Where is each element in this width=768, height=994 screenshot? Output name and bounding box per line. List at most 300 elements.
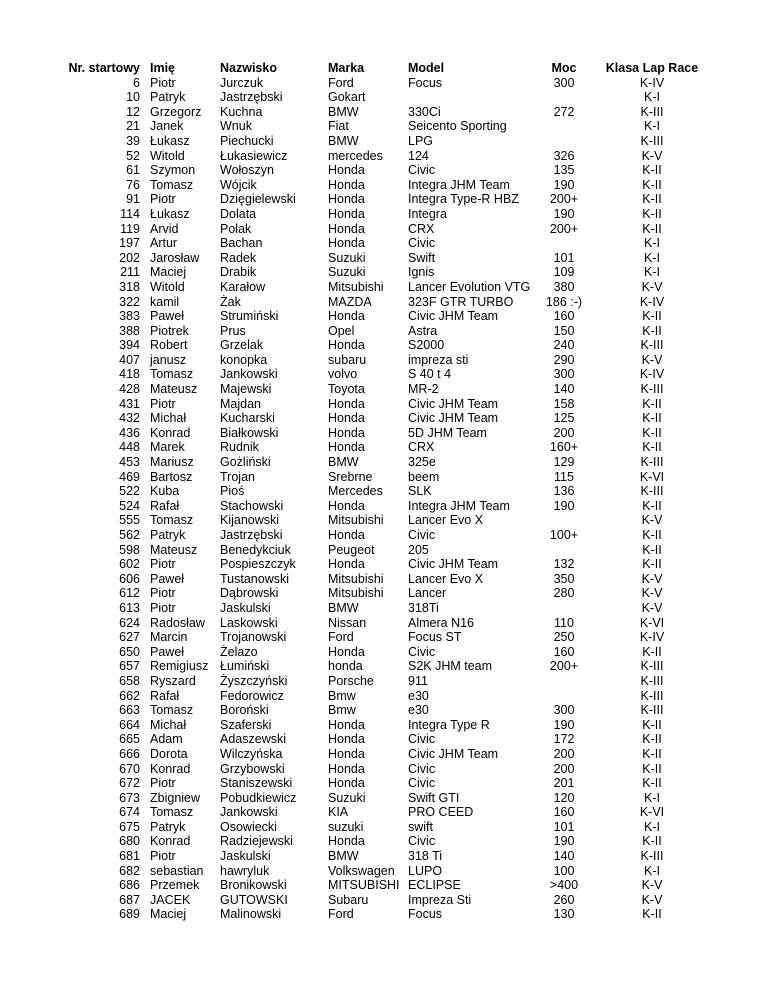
table-row — [52, 484, 712, 499]
cell-model: Astra — [408, 323, 438, 338]
cell-moc: 100 — [553, 863, 575, 878]
cell-moc: 160 — [553, 644, 575, 659]
cell-model: Civic — [408, 236, 436, 251]
cell-imie: Marcin — [150, 630, 188, 645]
table-row — [52, 849, 712, 864]
cell-imie: Maciej — [150, 907, 187, 922]
cell-nazwisko: Jaskulski — [220, 849, 271, 864]
cell-nazwisko: Żak — [220, 294, 241, 309]
cell-model: Focus — [408, 907, 443, 922]
cell-nr: 428 — [119, 382, 140, 397]
cell-klasa: K-I — [644, 119, 660, 134]
cell-imie: Piotrek — [150, 323, 189, 338]
cell-moc: 158 — [553, 396, 575, 411]
table-row — [52, 76, 712, 91]
cell-nr: 555 — [119, 513, 140, 528]
cell-imie: Witold — [150, 148, 185, 163]
cell-imie: Piotr — [150, 849, 176, 864]
cell-marka: suzuki — [328, 819, 364, 834]
cell-klasa: K-II — [642, 834, 662, 849]
cell-klasa: K-III — [640, 133, 664, 148]
cell-model: Almera N16 — [408, 615, 474, 630]
cell-marka: BMW — [328, 455, 359, 470]
cell-nr: 453 — [119, 455, 140, 470]
cell-klasa: K-III — [640, 338, 664, 353]
table-row — [52, 630, 712, 645]
cell-moc: 290 — [553, 352, 575, 367]
cell-moc — [536, 674, 592, 689]
cell-imie: Zbigniew — [150, 790, 201, 805]
cell-moc: 240 — [553, 338, 575, 353]
cell-klasa: K-VI — [639, 615, 665, 630]
cell-model: S 40 t 4 — [408, 367, 452, 382]
cell-moc: 380 — [553, 279, 575, 294]
cell-marka: Porsche — [328, 673, 374, 688]
cell-model: LUPO — [408, 863, 443, 878]
table-row — [52, 499, 712, 514]
cell-klasa: K-II — [642, 440, 662, 455]
cell-moc: 135 — [553, 163, 575, 178]
cell-nazwisko: hawryluk — [220, 863, 270, 878]
cell-moc: 172 — [553, 732, 575, 747]
cell-imie: Patryk — [150, 528, 186, 542]
cell-nr: 432 — [119, 411, 140, 426]
cell-model: ECLIPSE — [408, 878, 461, 893]
cell-marka: Mercedes — [328, 484, 383, 499]
cell-imie: Konrad — [150, 834, 191, 849]
cell-marka: Peugeot — [328, 542, 375, 557]
cell-moc: 110 — [554, 615, 574, 630]
cell-klasa: K-II — [642, 557, 662, 572]
cell-nr: 613 — [119, 600, 140, 615]
cell-nazwisko: Pobudkiewicz — [220, 790, 297, 805]
cell-klasa: K-II — [642, 163, 662, 178]
cell-model: Civic — [408, 644, 436, 659]
cell-marka: Mitsubishi — [328, 586, 384, 601]
cell-moc: 190 — [553, 834, 575, 849]
table-row — [52, 543, 712, 558]
cell-marka: Honda — [328, 746, 365, 761]
cell-klasa: K-II — [642, 907, 662, 922]
cell-moc: 190 — [553, 177, 575, 192]
cell-nr: 672 — [119, 776, 140, 791]
cell-marka: Honda — [328, 761, 365, 776]
table-row — [52, 586, 712, 601]
cell-moc: 200+ — [549, 192, 579, 207]
cell-nazwisko: Dzięgielewski — [220, 192, 296, 207]
cell-klasa: K-IV — [639, 75, 665, 90]
cell-klasa: K-II — [642, 528, 662, 542]
table-row — [52, 178, 712, 193]
cell-imie: Remigiusz — [150, 659, 209, 674]
cell-marka: Toyota — [328, 382, 365, 397]
cell-marka: honda — [328, 659, 363, 674]
cell-nr: 662 — [119, 688, 140, 703]
cell-imie: Przemek — [150, 878, 200, 893]
table-row — [52, 776, 712, 791]
cell-klasa: K-I — [644, 819, 660, 834]
cell-nazwisko: Grzelak — [220, 338, 264, 353]
cell-nr: 689 — [119, 907, 140, 922]
cell-marka: Opel — [328, 323, 355, 338]
cell-nr: 76 — [126, 177, 140, 192]
cell-nr: 91 — [126, 192, 140, 207]
cell-marka: Nissan — [328, 615, 367, 630]
cell-moc: 140 — [553, 382, 575, 397]
table-row — [52, 455, 712, 470]
cell-nazwisko: Staniszewski — [220, 776, 293, 791]
cell-nr: 469 — [119, 469, 140, 484]
cell-model: PRO CEED — [408, 805, 474, 820]
cell-klasa: K-V — [641, 586, 663, 601]
cell-moc: 201 — [553, 776, 575, 791]
cell-moc: 200 — [553, 425, 575, 440]
cell-moc: 160 — [553, 309, 575, 324]
cell-nazwisko: Radek — [220, 250, 257, 265]
cell-nr: 12 — [126, 104, 140, 119]
cell-model: beem — [408, 469, 440, 484]
cell-nr: 674 — [119, 805, 140, 820]
cell-marka: Ford — [328, 907, 354, 922]
cell-nr: 681 — [119, 849, 140, 864]
cell-model: 323F GTR TURBO — [408, 294, 514, 309]
cell-moc: 190 — [553, 717, 575, 732]
table-row — [52, 732, 712, 747]
cell-nr: 202 — [119, 250, 140, 265]
cell-moc: 190 — [553, 498, 575, 513]
cell-model: 205 — [408, 542, 429, 557]
cell-nr: 524 — [119, 498, 140, 513]
cell-model: Civic JHM Team — [408, 396, 499, 411]
cell-nr: 612 — [119, 586, 140, 601]
cell-marka: BMW — [328, 849, 359, 864]
cell-marka: KIA — [328, 805, 349, 820]
cell-imie: Rafał — [150, 688, 180, 703]
cell-model: Swift GTI — [408, 790, 460, 805]
cell-klasa: K-II — [642, 644, 662, 659]
cell-model: Integra JHM Team — [408, 498, 510, 513]
cell-nazwisko: Majdan — [220, 396, 261, 411]
header-nr: Nr. startowy — [68, 61, 140, 75]
table-row — [52, 105, 712, 120]
cell-nazwisko: Wilczyńska — [220, 746, 283, 761]
cell-nr: 6 — [133, 75, 140, 90]
table-row — [52, 295, 712, 310]
cell-model: 124 — [408, 148, 429, 163]
cell-marka: Ford — [328, 75, 354, 90]
cell-moc: 115 — [554, 469, 574, 484]
cell-nr: 431 — [119, 396, 140, 411]
cell-imie: Bartosz — [150, 469, 193, 484]
cell-nr: 664 — [119, 717, 140, 732]
cell-imie: Robert — [150, 338, 188, 353]
cell-moc: 140 — [553, 849, 575, 864]
cell-model: Integra Type R — [408, 717, 490, 732]
cell-model: S2K JHM team — [408, 659, 493, 674]
cell-model: 318 Ti — [408, 849, 443, 864]
cell-nazwisko: Wójcik — [220, 177, 257, 192]
cell-nr: 197 — [119, 236, 140, 251]
cell-model: Swift — [408, 250, 436, 265]
cell-marka: Honda — [328, 338, 365, 353]
table-row — [52, 878, 712, 893]
cell-moc: 101 — [553, 250, 575, 265]
table-row — [52, 689, 712, 704]
cell-klasa: K-II — [642, 425, 662, 440]
cell-imie: Paweł — [150, 644, 185, 659]
cell-nazwisko: Kucharski — [220, 411, 275, 426]
cell-nr: 598 — [119, 542, 140, 557]
header-imie: Imię — [150, 61, 176, 75]
cell-model: Civic JHM Team — [408, 411, 499, 426]
cell-moc — [536, 90, 592, 105]
cell-imie: kamil — [150, 294, 180, 309]
cell-nazwisko: GUTOWSKI — [220, 892, 288, 907]
cell-marka: Honda — [328, 177, 365, 192]
table-row — [52, 834, 712, 849]
table-row — [52, 367, 712, 382]
cell-nazwisko: Fedorowicz — [220, 688, 284, 703]
cell-marka: Honda — [328, 163, 365, 178]
cell-moc: 280 — [553, 586, 575, 601]
cell-imie: Mariusz — [150, 455, 194, 470]
cell-model: Lancer — [408, 586, 447, 601]
cell-model: Lancer Evo X — [408, 571, 484, 586]
cell-model: Ignis — [408, 265, 435, 280]
cell-marka: Honda — [328, 192, 365, 207]
cell-imie: Kuba — [150, 484, 180, 499]
cell-imie: Rafał — [150, 498, 180, 513]
cell-klasa: K-II — [642, 717, 662, 732]
cell-klasa: K-I — [644, 90, 660, 105]
header-klasa: Klasa Lap Race — [605, 61, 699, 75]
cell-klasa: K-VI — [639, 469, 665, 484]
cell-imie: Konrad — [150, 425, 191, 440]
cell-klasa: K-II — [642, 746, 662, 761]
cell-nazwisko: Białkowski — [220, 425, 279, 440]
cell-imie: Artur — [150, 236, 178, 251]
cell-moc: 136 — [553, 484, 575, 499]
cell-nr: 522 — [119, 484, 140, 499]
cell-imie: sebastian — [150, 863, 204, 878]
cell-imie: Tomasz — [150, 177, 194, 192]
cell-klasa: K-III — [640, 382, 664, 397]
cell-moc: 200 — [553, 746, 575, 761]
cell-marka: Honda — [328, 834, 365, 849]
cell-model: Focus — [408, 75, 443, 90]
cell-marka: Honda — [328, 440, 365, 455]
cell-klasa: K-IV — [639, 294, 665, 309]
cell-klasa: K-VI — [639, 805, 665, 820]
table-row — [52, 426, 712, 441]
cell-marka: BMW — [328, 600, 359, 615]
cell-klasa: K-I — [644, 236, 660, 251]
cell-klasa: K-V — [641, 279, 663, 294]
cell-klasa: K-III — [640, 703, 664, 718]
cell-klasa: K-II — [642, 761, 662, 776]
cell-marka: Mitsubishi — [328, 279, 384, 294]
cell-marka: Honda — [328, 528, 365, 542]
cell-imie: Piotr — [150, 557, 176, 572]
cell-marka: Suzuki — [328, 790, 366, 805]
cell-imie: Adam — [150, 732, 183, 747]
cell-model: Seicento Sporting — [408, 119, 507, 134]
cell-nr: 650 — [119, 644, 140, 659]
cell-imie: Paweł — [150, 309, 185, 324]
cell-moc — [536, 543, 592, 558]
cell-moc: 300 — [553, 367, 575, 382]
cell-nr: 657 — [119, 659, 140, 674]
cell-nr: 680 — [119, 834, 140, 849]
table-row — [52, 236, 712, 251]
cell-model: 911 — [408, 673, 428, 688]
cell-klasa: K-III — [640, 455, 664, 470]
table-row — [52, 440, 712, 455]
cell-model: CRX — [408, 440, 435, 455]
table-row — [52, 762, 712, 777]
table-row — [52, 353, 712, 368]
cell-nazwisko: Strumiński — [220, 309, 279, 324]
cell-model: impreza sti — [408, 352, 469, 367]
cell-marka: Honda — [328, 206, 365, 221]
cell-imie: Tomasz — [150, 513, 194, 528]
cell-marka: Honda — [328, 776, 365, 791]
cell-model: Lancer Evo X — [408, 513, 484, 528]
cell-marka: Honda — [328, 717, 365, 732]
cell-nazwisko: Dolata — [220, 206, 257, 221]
table-row — [52, 572, 712, 587]
cell-model: Integra JHM Team — [408, 177, 510, 192]
cell-nazwisko: Majewski — [220, 382, 272, 397]
cell-marka: Bmw — [328, 703, 356, 718]
cell-nr: 448 — [119, 440, 140, 455]
cell-marka: Honda — [328, 498, 365, 513]
cell-nazwisko: Radziejewski — [220, 834, 293, 849]
cell-klasa: K-II — [642, 776, 662, 791]
cell-nazwisko: Kuchna — [220, 104, 263, 119]
cell-nr: 666 — [119, 746, 140, 761]
cell-imie: Witold — [150, 279, 185, 294]
cell-marka: Bmw — [328, 688, 356, 703]
table-row — [52, 616, 712, 631]
cell-model: CRX — [408, 221, 435, 236]
table-row — [52, 338, 712, 353]
cell-moc: 350 — [553, 571, 575, 586]
cell-model: Focus ST — [408, 630, 462, 645]
cell-model: LPG — [408, 133, 434, 148]
cell-moc: 160+ — [549, 440, 579, 455]
cell-model: Civic JHM Team — [408, 557, 499, 572]
cell-nazwisko: Boroński — [220, 703, 269, 718]
cell-nr: 665 — [119, 732, 140, 747]
cell-nazwisko: Jastrzębski — [220, 90, 283, 105]
cell-klasa: K-III — [640, 104, 664, 119]
cell-model: e30 — [408, 703, 429, 718]
cell-model: 5D JHM Team — [408, 425, 487, 440]
cell-imie: Arvid — [150, 221, 179, 236]
cell-imie: Ryszard — [150, 673, 196, 688]
cell-moc: 132 — [553, 557, 575, 572]
cell-marka: Honda — [328, 732, 365, 747]
cell-nazwisko: Laskowski — [220, 615, 278, 630]
cell-nr: 322 — [119, 294, 140, 309]
cell-nazwisko: Prus — [220, 323, 246, 338]
cell-nazwisko: Drabik — [220, 265, 257, 280]
cell-moc: >400 — [549, 878, 579, 893]
cell-imie: Tomasz — [150, 367, 194, 382]
cell-moc: 120 — [553, 790, 575, 805]
cell-klasa: K-II — [642, 192, 662, 207]
cell-klasa: K-IV — [639, 630, 665, 645]
cell-klasa: K-II — [642, 309, 662, 324]
cell-klasa: K-III — [640, 673, 664, 688]
cell-klasa: K-V — [641, 600, 663, 615]
table-row — [52, 309, 712, 324]
cell-nr: 394 — [119, 338, 140, 353]
cell-klasa: K-III — [640, 849, 664, 864]
cell-model: 330Ci — [408, 104, 441, 119]
cell-marka: Srebrne — [328, 469, 373, 484]
cell-nr: 114 — [120, 206, 140, 221]
table-row — [52, 119, 712, 134]
cell-nr: 606 — [119, 571, 140, 586]
table-row — [52, 513, 712, 528]
cell-model: Civic JHM Team — [408, 309, 499, 324]
table-row — [52, 747, 712, 762]
header-model: Model — [408, 61, 445, 75]
cell-imie: Patryk — [150, 819, 186, 834]
table-row — [52, 864, 712, 879]
table-row — [52, 805, 712, 820]
cell-model: MR-2 — [408, 382, 439, 397]
cell-marka: Suzuki — [328, 250, 366, 265]
cell-klasa: K-III — [640, 484, 664, 499]
cell-klasa: K-V — [641, 571, 663, 586]
cell-imie: Piotr — [150, 776, 176, 791]
cell-imie: Patryk — [150, 90, 186, 105]
cell-model — [408, 90, 536, 105]
cell-nazwisko: Szaferski — [220, 717, 272, 732]
cell-marka: MAZDA — [328, 294, 372, 309]
table-row — [52, 222, 712, 237]
cell-moc: 101 — [553, 819, 575, 834]
cell-nazwisko: Jankowski — [220, 805, 278, 820]
cell-model: e30 — [408, 688, 429, 703]
cell-nr: 663 — [119, 703, 140, 718]
table-row — [52, 397, 712, 412]
cell-moc: 200 — [553, 761, 575, 776]
cell-nr: 61 — [126, 163, 140, 178]
table-row — [52, 411, 712, 426]
cell-nr: 52 — [126, 148, 140, 163]
header-moc: Moc — [551, 61, 577, 75]
cell-model: Lancer Evolution VTG — [408, 279, 531, 294]
table-row — [52, 207, 712, 222]
cell-marka: Fiat — [328, 119, 349, 134]
cell-nr: 119 — [120, 221, 140, 236]
cell-nr: 39 — [126, 133, 140, 148]
cell-nazwisko: Dąbrowski — [220, 586, 279, 601]
cell-imie: Mateusz — [150, 382, 198, 397]
cell-marka: Suzuki — [328, 265, 366, 280]
cell-model: swift — [408, 819, 433, 834]
cell-imie: janusz — [150, 352, 187, 367]
cell-marka: Honda — [328, 644, 365, 659]
cell-moc: 130 — [553, 907, 575, 922]
cell-nr: 407 — [119, 352, 140, 367]
cell-moc: 100+ — [549, 528, 579, 542]
cell-imie: Radosław — [150, 615, 205, 630]
